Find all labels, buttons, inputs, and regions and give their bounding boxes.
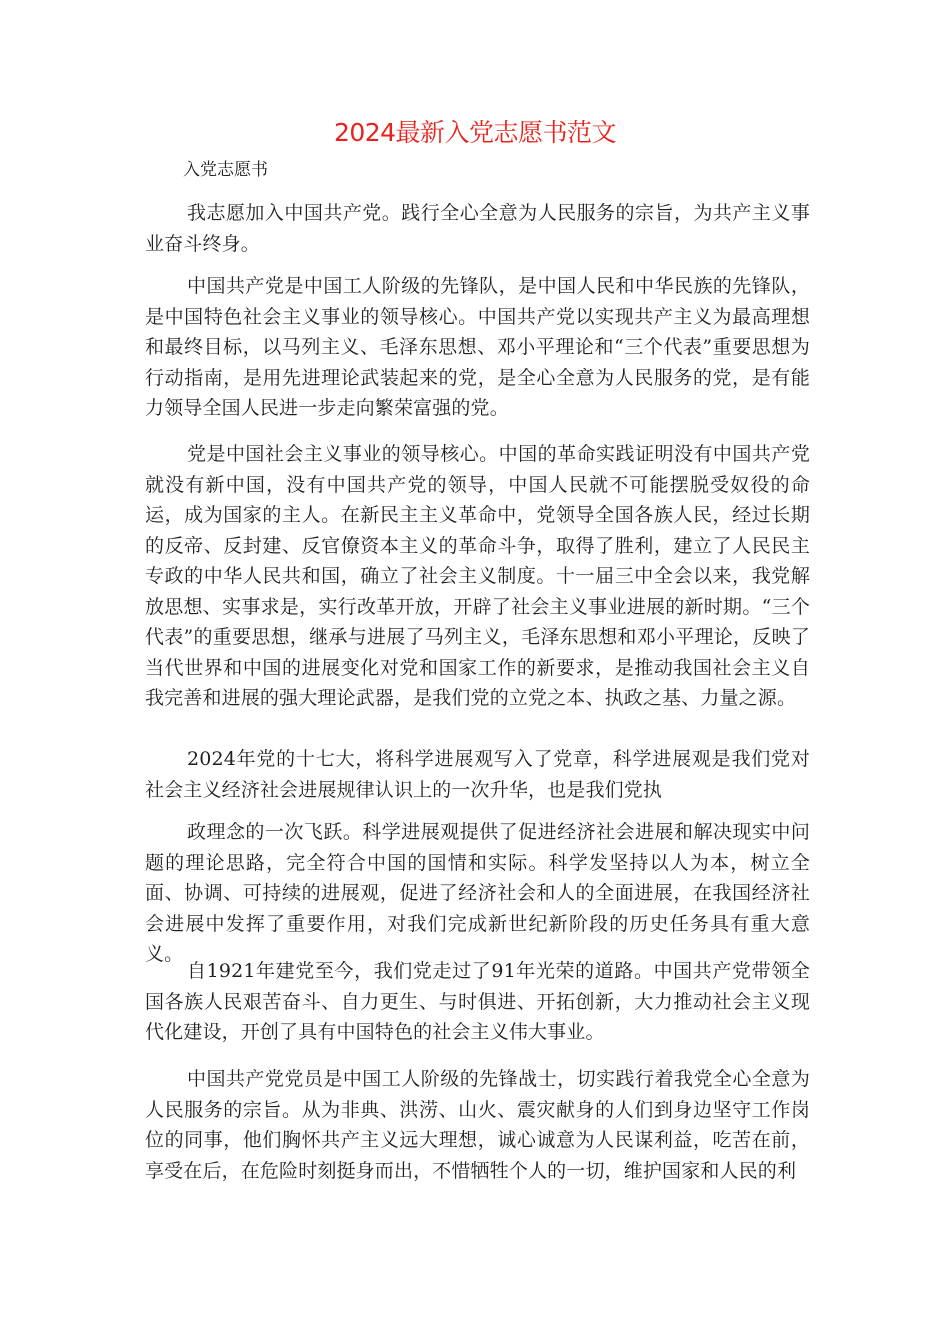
paragraph-1: 我志愿加入中国共产党。践行全心全意为人民服务的宗旨，为共产主义事业奋斗终身。 xyxy=(145,202,810,255)
paragraph-3: 党是中国社会主义事业的领导核心。中国的革命实践证明没有中国共产党就没有新中国，没有中国共产党的领导，中国人民就不可能摆脱受奴役的命运，成为国家的主人。在新民主主义革命中，党领导全国各族人民，经过长期的反帝、反封建、反官僚资本主义的革命斗争，取得了胜利，建立了人民民主专政的中华人民共和国，确立了社会主义制度。十一届三中全会以来，我党解放思想、实事求是，实行改革开放，开辟了社会主义事业进展的新时期。“三个代表”的重要思想，继承与进展了马列主义，毛泽东思想和邓小平理论，反映了当代世界和中国的进展变化对党和国家工作的新要求，是推动我国社会主义自我完善和进展的强大理论武器，是我们党的立党之本、执政之基、力量之源。 xyxy=(145,443,810,709)
paragraph-7: 中国共产党党员是中国工人阶级的先锋战士，切实践行着我党全心全意为人民服务的宗旨。从为非典、洪涝、山火、震灾献身的人们到身边坚守工作岗位的同事，他们胸怀共产主义远大理想，诚心诚意为人民谋利益，吃苦在前，享受在后，在危险时刻挺身而出，不惜牺牲个人的一切，维护国家和人民的利 xyxy=(145,1068,810,1182)
paragraph-5: 政理念的一次飞跃。科学进展观提供了促进经济社会进展和解决现实中问题的理论思路，完全符合中国的国情和实际。科学发坚持以人为本，树立全面、协调、可持续的进展观，促进了经济社会和人的全面进展，在我国经济社会进展中发挥了重要作用，对我们完成新世纪新阶段的历史任务具有重大意义。 xyxy=(145,821,810,965)
paragraph-4: 2024年党的十七大，将科学进展观写入了党章，科学进展观是我们党对社会主义经济社会进展规律认识上的一次升华，也是我们党执 xyxy=(145,748,810,801)
document-title: 2024最新入党志愿书范文 xyxy=(333,118,617,147)
paragraph-2: 中国共产党是中国工人阶级的先锋队，是中国人民和中华民族的先锋队，是中国特色社会主义事业的领导核心。中国共产党以实现共产主义为最高理想和最终目标，以马列主义、毛泽东思想、邓小平理论和“三个代表”重要思想为行动指南，是用先进理论武装起来的党，是全心全意为人民服务的党，是有能力领导全国人民进一步走向繁荣富强的党。 xyxy=(145,275,810,419)
paragraph-6: 自1921年建党至今，我们党走过了91年光荣的道路。中国共产党带领全国各族人民艰苦奋斗、自力更生、与时俱进、开拓创新，大力推动社会主义现代化建设，开创了具有中国特色的社会主义伟大事业。 xyxy=(145,960,810,1043)
document-subtitle: 入党志愿书 xyxy=(183,160,268,180)
